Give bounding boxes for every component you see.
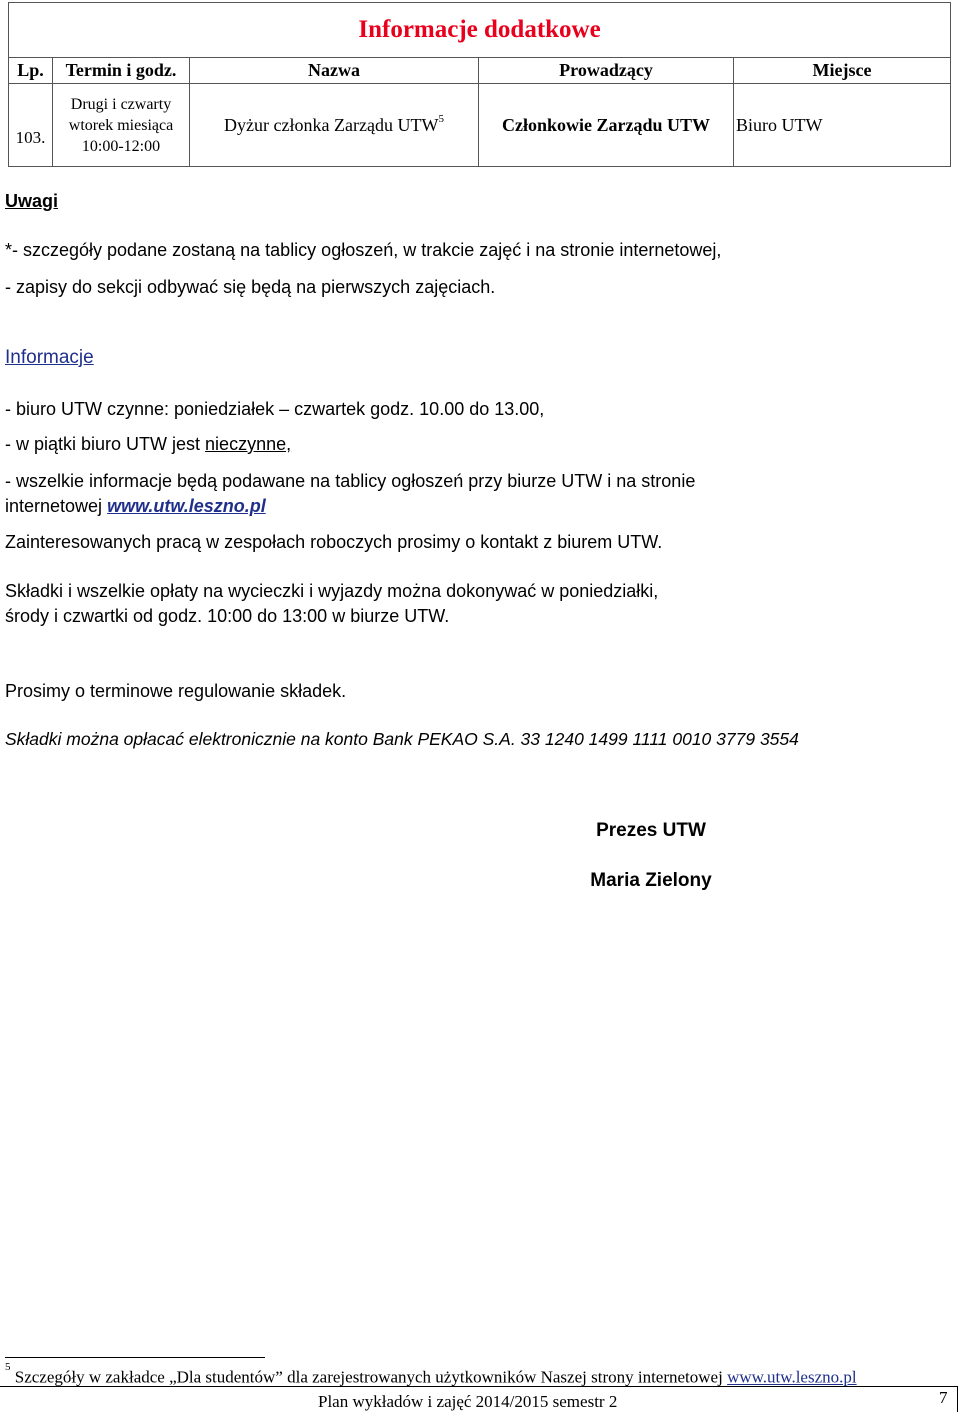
header-prowadzacy: Prowadzący [479, 58, 734, 84]
table-header-row [9, 58, 951, 84]
row-miejsce: Biuro UTW [734, 84, 951, 167]
row-termin [53, 84, 190, 167]
informacje-line9: Składki można opłacać elektronicznie na konto Bank PEKAO S.A. 33 1240 1499 1111 0010 3779 3554 [5, 729, 799, 749]
header-termin: Termin i godz. [53, 58, 190, 84]
footnote [5, 1361, 857, 1388]
header-miejsce: Miejsce [734, 58, 951, 84]
page-number: 7 [939, 1388, 948, 1407]
table-row [9, 84, 951, 167]
footnote-text: Szczegóły w zakładce „Dla studentów” dla zarejestrowanych użytkowników Naszej strony internetowej [14, 1367, 728, 1387]
informacje-line2 [5, 432, 291, 456]
website-link[interactable]: www.utw.leszno.pl [107, 496, 266, 516]
uwagi-heading: Uwagi [5, 191, 59, 211]
informacje-line4-prefix: internetowej [5, 496, 108, 516]
signature-title: Prezes UTW [596, 820, 706, 841]
row-prowadzacy: Członkowie Zarządu UTW [479, 84, 734, 167]
row-lp: 103. [9, 84, 53, 167]
schedule-table [8, 2, 951, 167]
row-nazwa-text: Dyżur członka Zarządu UTW [224, 114, 439, 135]
informacje-line6: Składki i wszelkie opłaty na wycieczki i wyjazdy można dokonywać w poniedziałki, [5, 581, 659, 601]
uwagi-line2: - zapisy do sekcji odbywać się będą na pierwszych zajęciach. [5, 277, 496, 297]
row-termin-line2: wtorek miesiąca [68, 116, 174, 134]
footer-plan: Plan wykładów i zajęć 2014/2015 semestr 2 [318, 1392, 618, 1411]
footnote-link[interactable]: www.utw.leszno.pl [727, 1367, 857, 1387]
row-termin-line3: 10:00-12:00 [81, 137, 161, 155]
informacje-line1: - biuro UTW czynne: poniedziałek – czwartek godz. 10.00 do 13.00, [5, 399, 545, 419]
table-title: Informacje dodatkowe [9, 3, 951, 58]
signature-name: Maria Zielony [590, 870, 712, 891]
header-nazwa: Nazwa [190, 58, 479, 84]
uwagi-line1: *- szczegóły podane zostaną na tablicy ogłoszeń, w trakcie zajęć i na stronie internetowej, [5, 240, 722, 260]
informacje-line7: środy i czwartki od godz. 10:00 do 13:00 w biurze UTW. [5, 606, 450, 626]
informacje-line3: - wszelkie informacje będą podawane na tablicy ogłoszeń przy biurze UTW i na stronie [5, 471, 696, 491]
informacje-line8: Prosimy o terminowe regulowanie składek. [5, 681, 347, 701]
row-termin-line1: Drugi i czwarty [70, 95, 172, 113]
header-lp: Lp. [9, 58, 53, 84]
footnote-separator [5, 1357, 265, 1358]
informacje-line4 [5, 494, 266, 518]
informacje-heading: Informacje [5, 347, 94, 368]
informacje-line2-prefix: - w piątki biuro UTW jest [5, 434, 206, 454]
nieczynne-emphasis: nieczynne, [205, 434, 292, 454]
row-nazwa [190, 84, 479, 167]
informacje-line5: Zainteresowanych pracą w zespołach roboczych prosimy o kontakt z biurem UTW. [5, 532, 663, 552]
footnote-ref: 5 [438, 112, 444, 125]
footnote-marker: 5 [5, 1361, 11, 1373]
